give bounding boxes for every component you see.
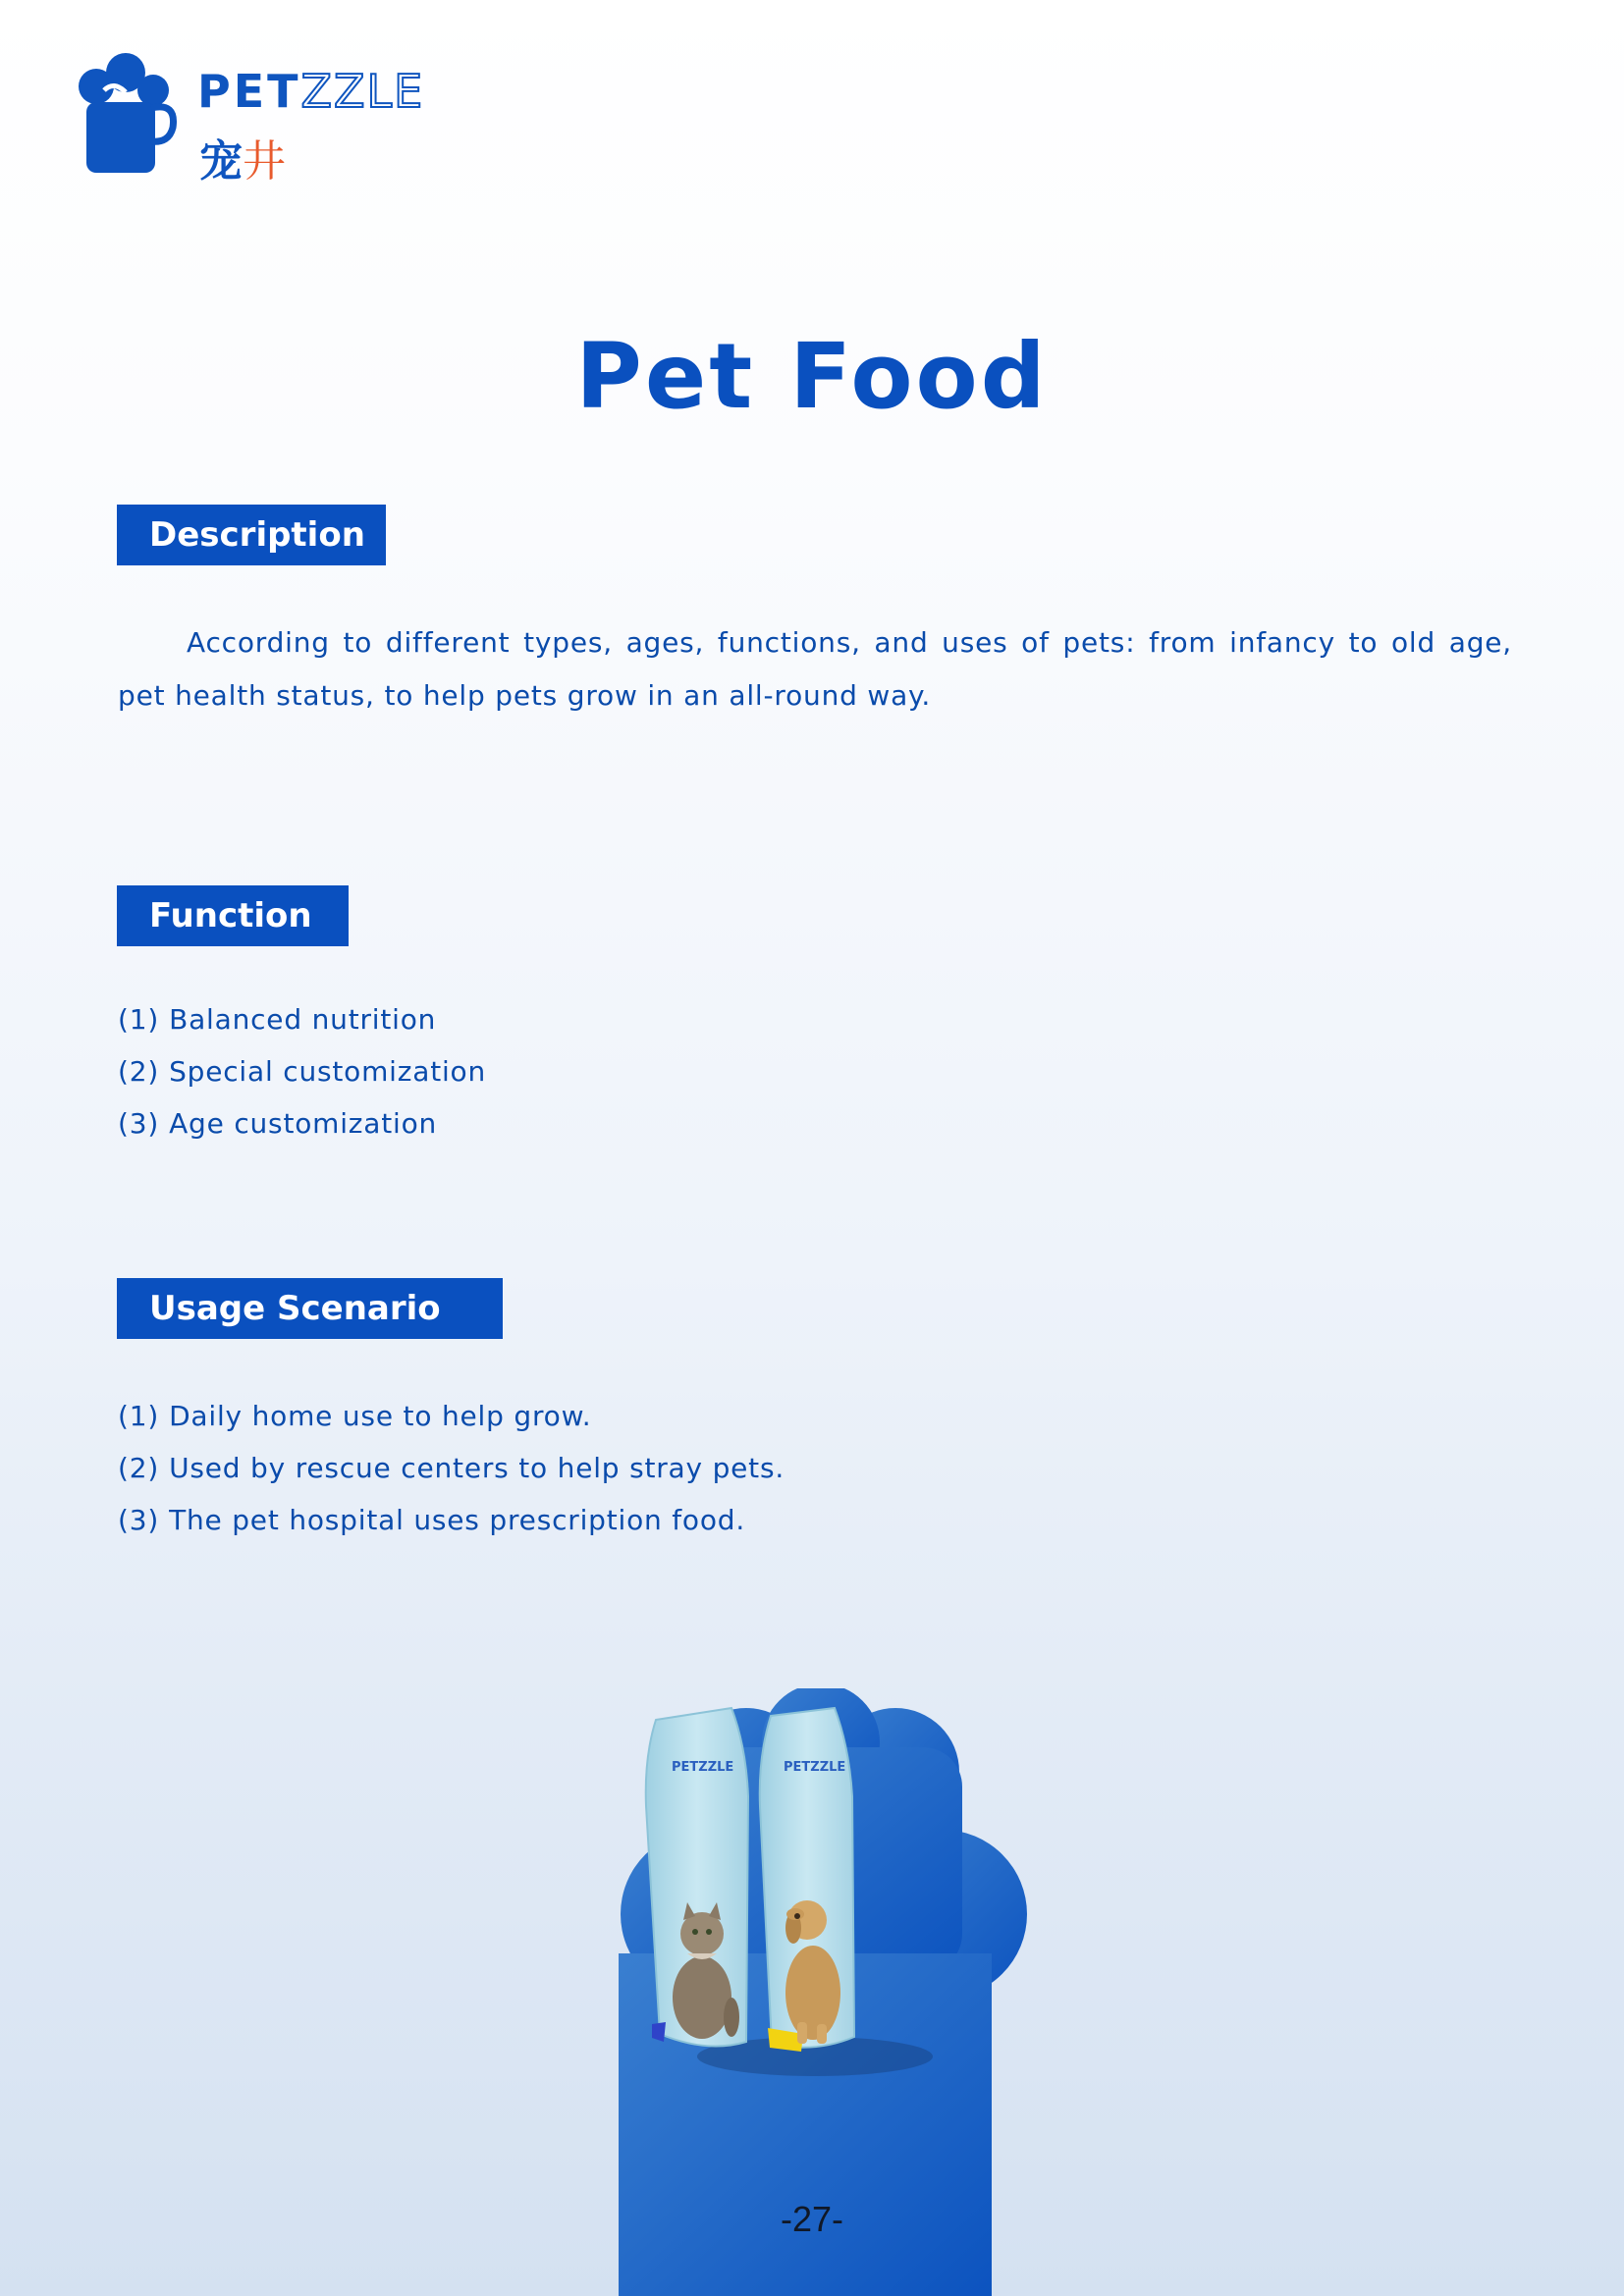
list-item: (2) Special customization bbox=[118, 1055, 487, 1088]
list-item: (2) Used by rescue centers to help stray pets. bbox=[118, 1452, 785, 1484]
page-number: -27- bbox=[780, 2199, 844, 2239]
section-label-function: Function bbox=[117, 885, 349, 946]
description-text: According to different types, ages, functions, and uses of pets: from infancy to old age, pet health status, to help pets grow in an all-round way. bbox=[118, 626, 1512, 712]
list-item: (1) Balanced nutrition bbox=[118, 1003, 437, 1036]
pet-paw-logo-icon bbox=[65, 51, 183, 174]
cat-food-bag bbox=[646, 1708, 748, 2047]
list-item: (1) Daily home use to help grow. bbox=[118, 1400, 592, 1432]
list-item: (3) Age customization bbox=[118, 1107, 438, 1140]
brand-logo bbox=[65, 51, 428, 187]
list-item: (3) The pet hospital uses prescription food. bbox=[118, 1504, 746, 1536]
section-label-usage-scenario: Usage Scenario bbox=[117, 1278, 503, 1339]
page-title: Pet Food bbox=[575, 324, 1049, 429]
bag-brand-text: PETZZLE bbox=[784, 1760, 846, 1775]
brand-name-en: PETZZLE bbox=[197, 65, 425, 118]
brand-name-cn: 宠井 bbox=[199, 136, 286, 187]
section-label-description: Description bbox=[117, 505, 386, 565]
usage-scenario-list bbox=[118, 1390, 785, 1546]
function-list bbox=[118, 993, 486, 1149]
bag-brand-text: PETZZLE bbox=[672, 1760, 734, 1775]
dog-food-bag bbox=[760, 1708, 854, 2052]
